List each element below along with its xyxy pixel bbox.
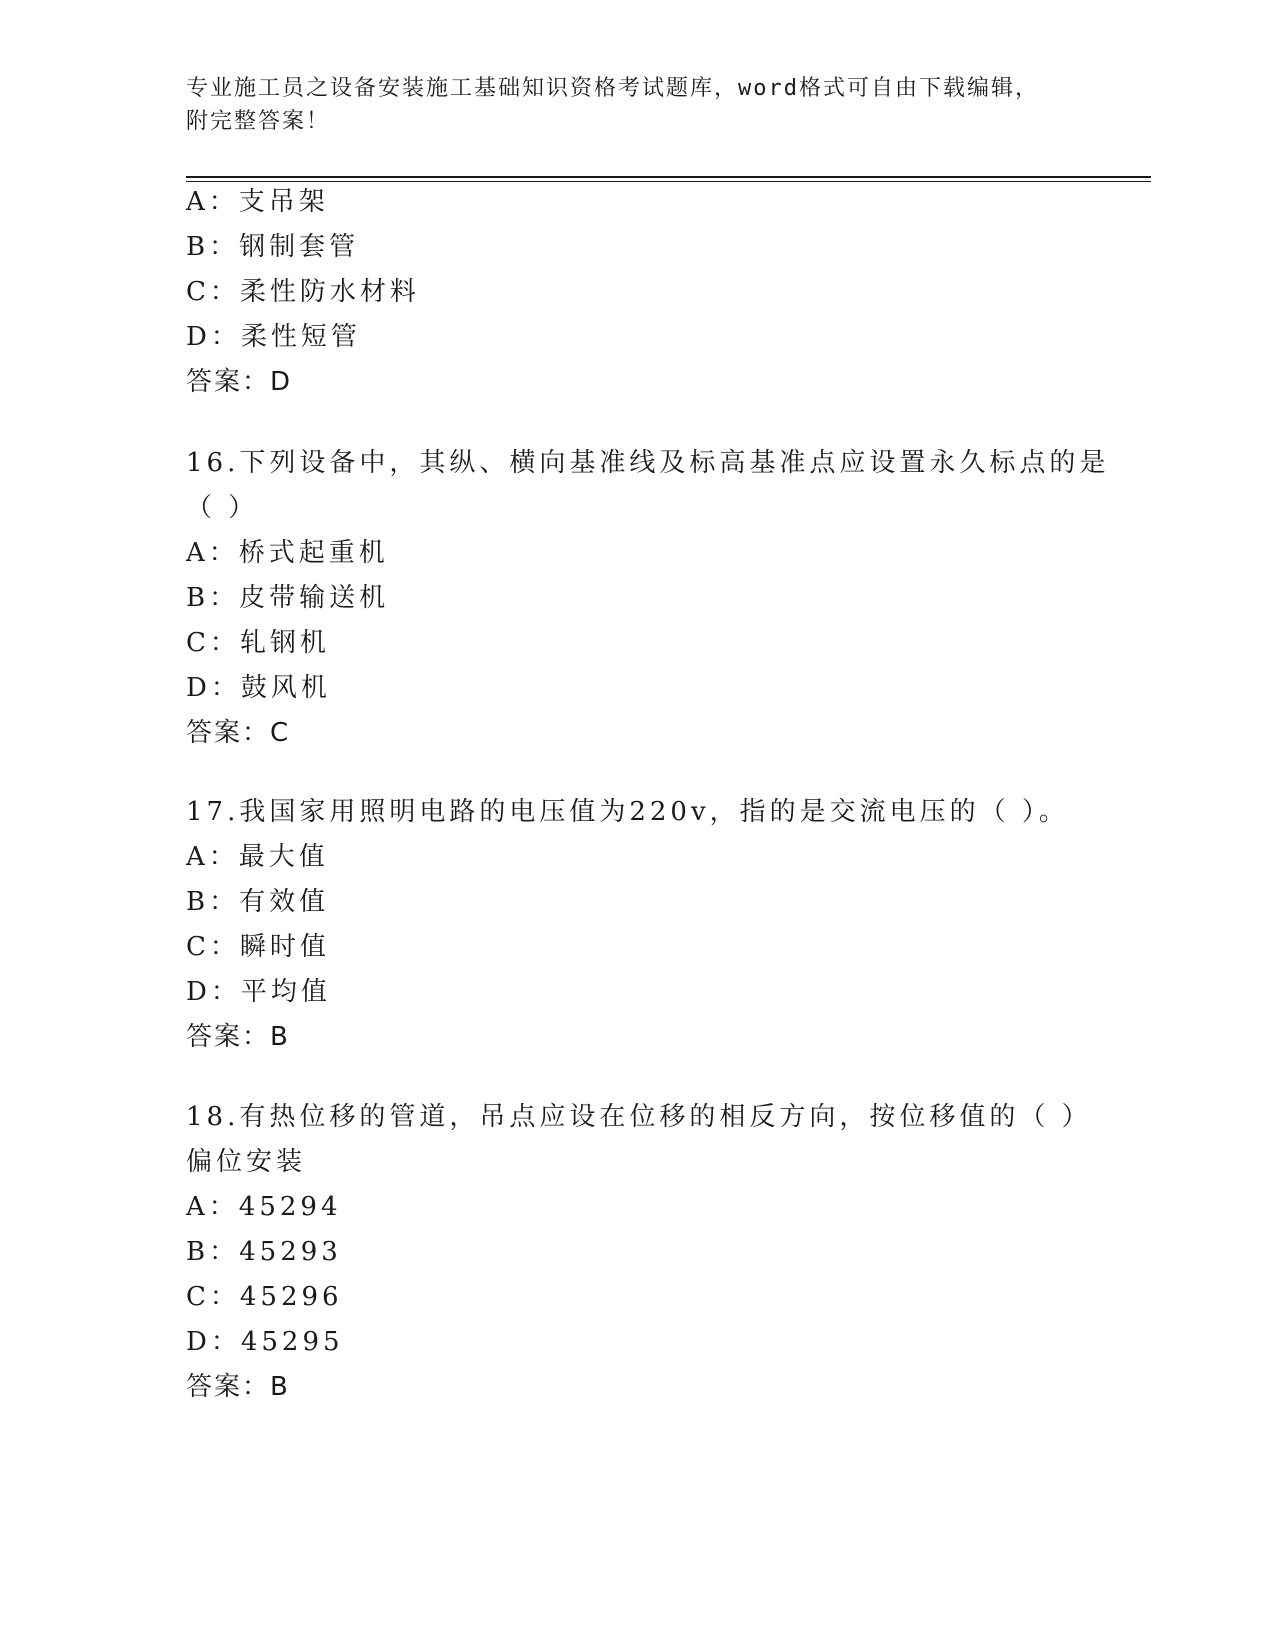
document-header [186, 72, 1146, 138]
option-d: D：平均值 [186, 977, 331, 1007]
option-b: B：有效值 [186, 887, 330, 917]
header-line-1: 专业施工员之设备安装施工基础知识资格考试题库，word格式可自由下载编辑， [186, 76, 1039, 101]
option-b: B：钢制套管 [186, 232, 360, 262]
option-c: C：轧钢机 [186, 628, 330, 658]
answer: 答案：D [186, 367, 293, 397]
answer: 答案：B [186, 1372, 290, 1402]
header-line-2: 附完整答案！ [186, 109, 331, 134]
answer: 答案：B [186, 1022, 290, 1052]
question-stem-line-2: 偏位安装 [186, 1147, 307, 1177]
option-d: D：柔性短管 [186, 322, 361, 352]
question-15 [186, 180, 1146, 405]
question-stem-line-1: 18.有热位移的管道，吊点应设在位移的相反方向，按位移值的（ ） [186, 1102, 1092, 1132]
question-16 [186, 441, 1146, 756]
option-d: D：鼓风机 [186, 673, 331, 703]
question-stem-line-1: 17.我国家用照明电路的电压值为220v，指的是交流电压的（ ）。 [186, 797, 1069, 827]
option-c: C：瞬时值 [186, 932, 330, 962]
option-d: D：45295 [186, 1327, 344, 1357]
question-stem-line-2: （ ） [186, 493, 259, 523]
option-c: C：45296 [186, 1282, 343, 1312]
option-a: A：支吊架 [186, 187, 329, 217]
question-18 [186, 1095, 1146, 1410]
option-a: A：桥式起重机 [186, 538, 389, 568]
question-17 [186, 790, 1146, 1060]
option-b: B：皮带输送机 [186, 583, 390, 613]
option-b: B：45293 [186, 1237, 342, 1267]
question-stem-line-1: 16.下列设备中，其纵、横向基准线及标高基准点应设置永久标点的是 [186, 448, 1110, 478]
option-c: C：柔性防水材料 [186, 277, 420, 307]
option-a: A：45294 [186, 1192, 342, 1222]
answer: 答案：C [186, 718, 291, 748]
option-a: A：最大值 [186, 842, 329, 872]
